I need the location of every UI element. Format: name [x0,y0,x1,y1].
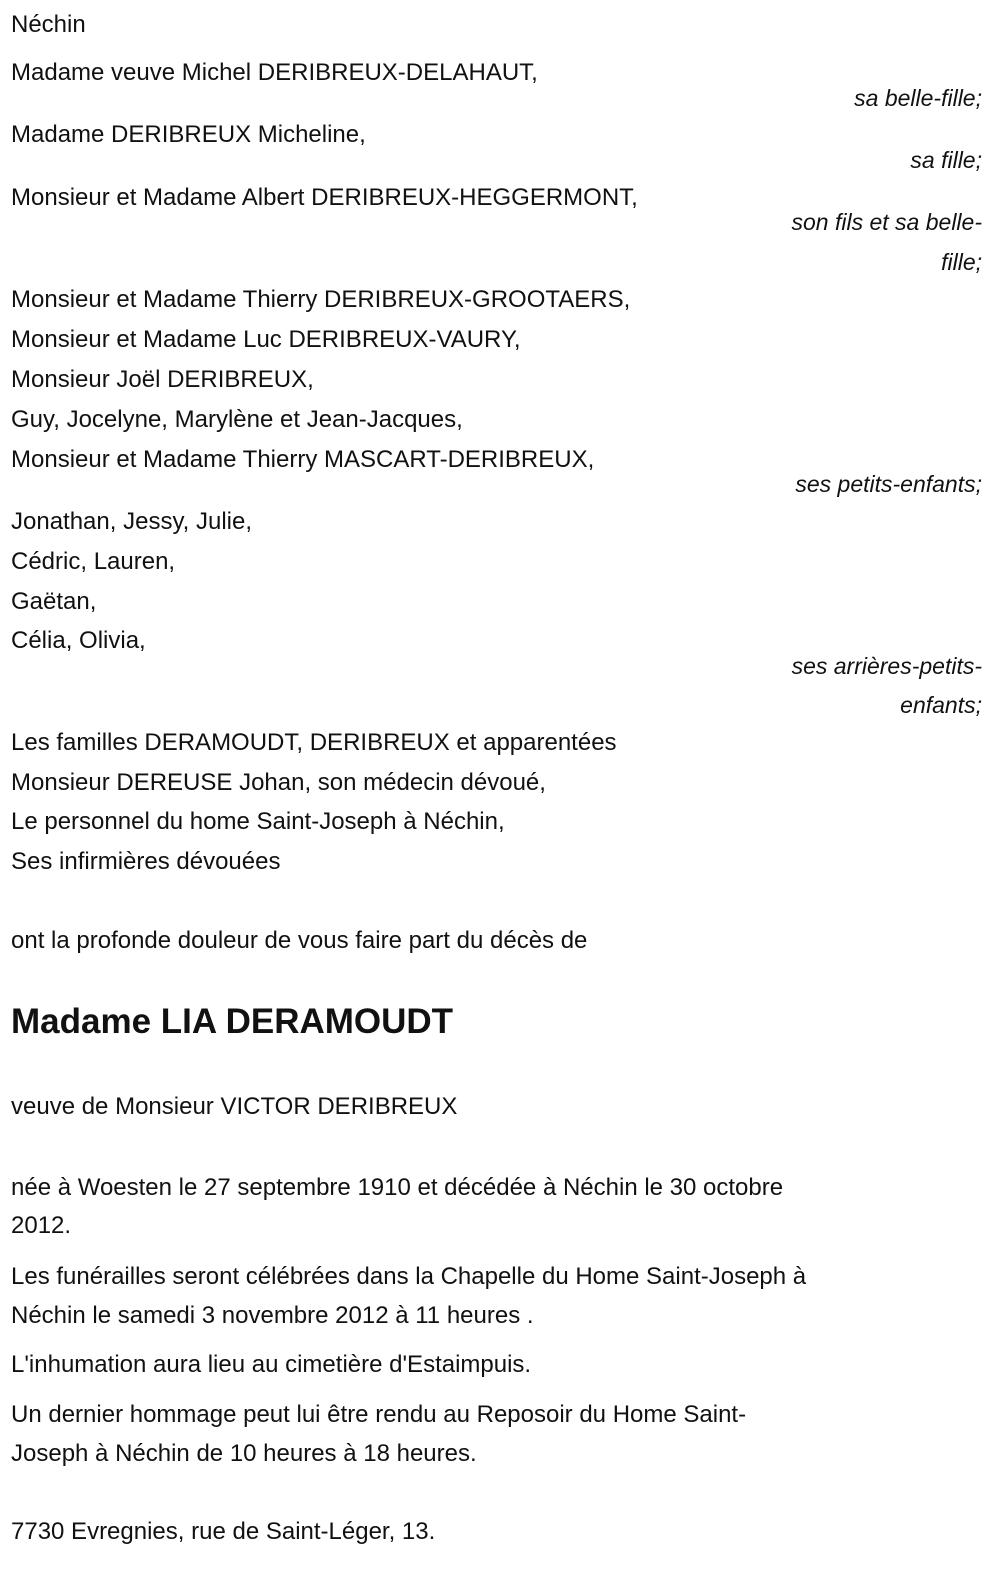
family-member: Monsieur DEREUSE Johan, son médecin dévoué, [11,769,546,796]
family-member: Madame DERIBREUX Micheline, [11,121,366,148]
widow-of: veuve de Monsieur VICTOR DERIBREUX [11,1093,458,1120]
detail-line: Joseph à Néchin de 10 heures à 18 heures. [11,1440,477,1467]
detail-line: Un dernier hommage peut lui être rendu au Reposoir du Home Saint- [11,1401,747,1428]
family-member: Gaëtan, [11,588,97,615]
deceased-name: Madame LIA DERAMOUDT [11,1002,454,1041]
relation: enfants; [900,692,982,718]
detail-line: née à Woesten le 27 septembre 1910 et décédée à Néchin le 30 octobre [11,1174,784,1201]
detail-line: 2012. [11,1212,72,1239]
family-member: Monsieur et Madame Thierry MASCART-DERIBREUX, [11,446,595,473]
detail-line: Les funérailles seront célébrées dans la Chapelle du Home Saint-Joseph à [11,1263,807,1290]
relation: ses arrières-petits- [791,653,982,679]
family-member: Madame veuve Michel DERIBREUX-DELAHAUT, [11,59,538,86]
relation: sa fille; [910,147,982,173]
place: Néchin [11,11,86,38]
address: 7730 Evregnies, rue de Saint-Léger, 13. [11,1518,436,1545]
family-member: Monsieur Joël DERIBREUX, [11,366,314,393]
family-member: Célia, Olivia, [11,627,146,654]
announcement: ont la profonde douleur de vous faire part du décès de [11,927,588,954]
family-member: Le personnel du home Saint-Joseph à Néchin, [11,808,505,835]
family-member: Les familles DERAMOUDT, DERIBREUX et apparentées [11,729,617,756]
family-member: Monsieur et Madame Luc DERIBREUX-VAURY, [11,326,521,353]
family-member: Monsieur et Madame Thierry DERIBREUX-GROOTAERS, [11,286,631,313]
detail-line: Néchin le samedi 3 novembre 2012 à 11 heures . [11,1302,534,1329]
family-member: Jonathan, Jessy, Julie, [11,508,253,535]
family-member: Ses infirmières dévouées [11,848,281,875]
detail-line: L'inhumation aura lieu au cimetière d'Estaimpuis. [11,1351,532,1378]
family-member: Cédric, Lauren, [11,548,176,575]
relation: fille; [941,249,982,275]
relation: son fils et sa belle- [791,209,982,235]
family-member: Guy, Jocelyne, Marylène et Jean-Jacques, [11,406,463,433]
relation: ses petits-enfants; [795,471,982,497]
relation: sa belle-fille; [854,85,982,111]
family-member: Monsieur et Madame Albert DERIBREUX-HEGGERMONT, [11,184,638,211]
